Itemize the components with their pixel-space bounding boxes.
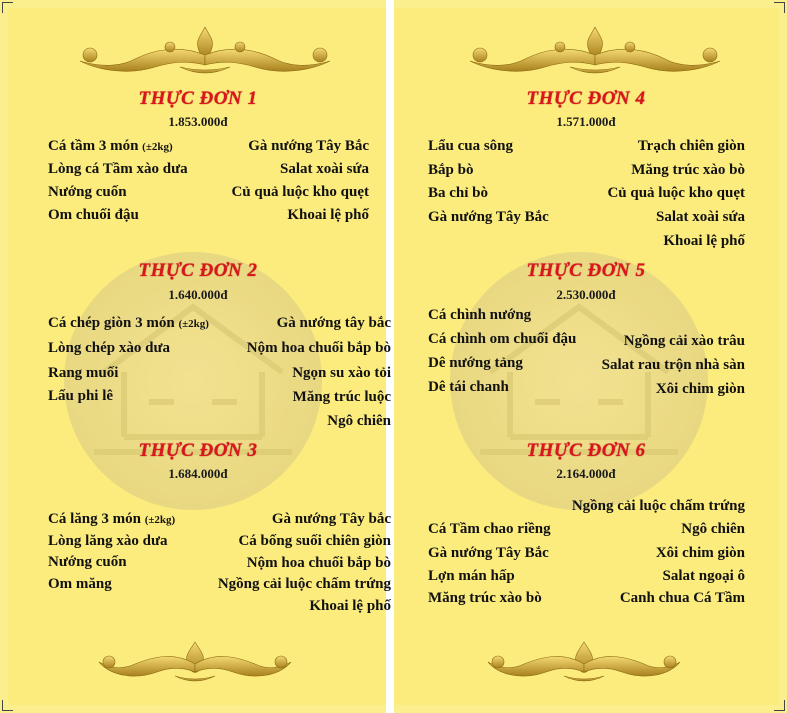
menu-3-item: Nộm hoa chuối bắp bò (246, 555, 391, 571)
menu-2-title: THỰC ĐƠN 2 (138, 260, 258, 281)
menu-3-item: Nướng cuốn (48, 554, 127, 570)
menu-5-price: 2.530.000đ (556, 287, 616, 302)
menu-3-item: Khoai lệ phố (309, 598, 391, 614)
menu-4-item: Khoai lệ phố (663, 233, 745, 249)
menu-2-item: Gà nướng tây bắc (276, 315, 391, 331)
menu-6-item: Salat ngoại ô (662, 568, 745, 584)
menu-4-item: Củ quả luộc kho quẹt (607, 185, 745, 201)
menu-5-item: Dê tái chanh (428, 379, 509, 395)
menu-6-item: Cá Tầm chao riềng (428, 521, 551, 537)
menu-6-item: Ngô chiên (681, 521, 745, 537)
menu-1-title: THỰC ĐƠN 1 (138, 88, 258, 109)
menu-6-item: Lợn mán hấp (428, 568, 515, 584)
menu-2-item: Măng trúc luộc (292, 389, 391, 405)
menu-3-item: Ngồng cải luộc chấm trứng (217, 576, 391, 592)
crop-mark-icon (2, 700, 13, 711)
menu-1-item: Lòng cá Tầm xào dưa (48, 161, 188, 177)
menu-1-price: 1.853.000đ (168, 114, 228, 129)
menu-1-item: Gà nướng Tây Bắc (248, 138, 369, 154)
menu-2-price: 1.640.000đ (168, 287, 228, 302)
menu-4-item: Ba chỉ bò (428, 185, 489, 201)
crop-mark-icon (2, 2, 13, 13)
menu-4-item: Lẩu cua sông (428, 138, 514, 154)
menu-4-item: Gà nướng Tây Bắc (428, 209, 549, 225)
menu-3-title: THỰC ĐƠN 3 (138, 440, 258, 461)
menu-6-item: Gà nướng Tây Bắc (428, 545, 549, 561)
menu-3-item: Cá bống suối chiên giòn (238, 533, 391, 549)
menu-1-item: Om chuối đậu (48, 207, 139, 223)
menu-4-item: Trạch chiên giòn (637, 138, 745, 154)
menu-3-item: Lòng lăng xào dưa (48, 533, 168, 549)
menu-2-item: Lòng chép xào dưa (48, 340, 170, 356)
menu-5-item: Cá chình om chuối đậu (428, 331, 577, 347)
menu-3-item: Cá lăng 3 món (±2kg) (48, 511, 176, 527)
menu-5-item: Cá chình nướng (428, 307, 532, 323)
menu-4-item: Salat xoài sứa (655, 209, 745, 225)
menu-4-price: 1.571.000đ (556, 114, 616, 129)
menu-4-title: THỰC ĐƠN 4 (526, 88, 646, 109)
menu-2-item: Nộm hoa chuối bắp bò (246, 340, 391, 356)
menu-4-item: Bắp bò (428, 162, 474, 178)
menu-6-price: 2.164.000đ (556, 466, 616, 481)
menu-4-item: Măng trúc xào bò (631, 162, 745, 178)
menu-1-item: Củ quả luộc kho quẹt (231, 184, 369, 200)
menu-2-item: Ngô chiên (327, 413, 391, 429)
menu-6-item: Măng trúc xào bò (428, 590, 542, 606)
menu-5-title: THỰC ĐƠN 5 (526, 260, 646, 281)
menu-5-item: Xôi chim giòn (655, 381, 745, 397)
menu-2-item: Rang muối (48, 365, 119, 381)
menu-2-item: Cá chép giòn 3 món (±2kg) (48, 315, 209, 331)
menu-5-item: Salat rau trộn nhà sàn (601, 357, 745, 373)
menu-1-item: Salat xoài sứa (279, 161, 369, 177)
crop-mark-icon (774, 700, 785, 711)
menu-1-item: Khoai lệ phố (287, 207, 369, 223)
menu-6-item: Canh chua Cá Tầm (619, 590, 745, 606)
menu-6-title: THỰC ĐƠN 6 (526, 440, 646, 461)
menu-5-item: Dê nướng tảng (428, 355, 523, 371)
menu-6-item: Ngồng cải luộc chấm trứng (571, 498, 745, 514)
menu-6-item: Xôi chim giòn (655, 545, 745, 561)
menu-3-item: Om măng (48, 576, 112, 592)
gold-ornament-icon (440, 25, 750, 80)
menu-1-item: Cá tầm 3 món (±2kg) (48, 138, 173, 154)
gold-ornament-icon (60, 25, 350, 80)
menu-3-item: Gà nướng Tây bắc (271, 511, 391, 527)
menu-3-price: 1.684.000đ (168, 466, 228, 481)
menu-1-item: Nướng cuốn (48, 184, 127, 200)
crop-mark-icon (774, 2, 785, 13)
gold-ornament-icon (95, 638, 295, 686)
menu-5-item: Ngồng cải xào trâu (623, 333, 745, 349)
gold-ornament-icon (484, 638, 684, 686)
menu-2-item: Ngọn su xào tỏi (292, 365, 391, 381)
menu-2-item: Lẩu phi lê (48, 388, 114, 404)
